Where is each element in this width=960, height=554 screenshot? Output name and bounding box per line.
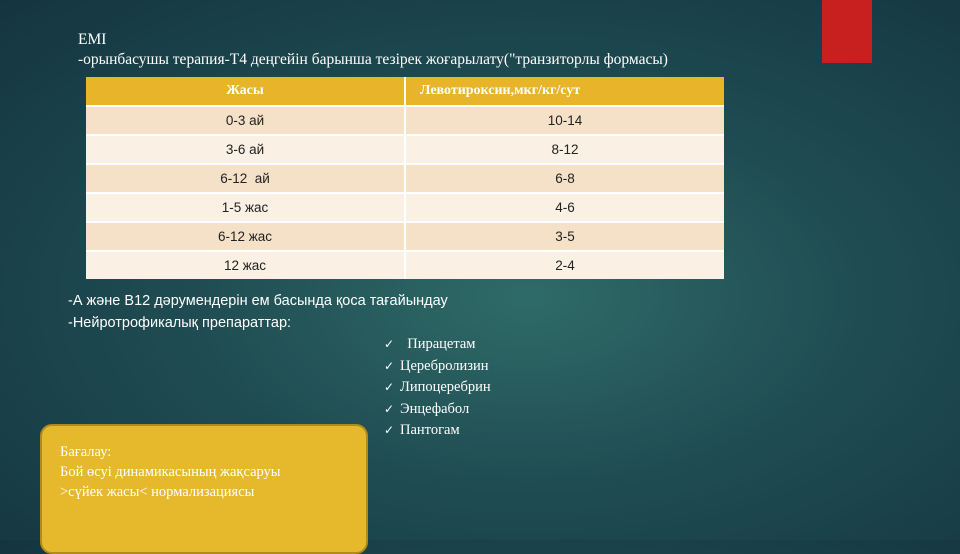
table-row bbox=[86, 193, 724, 222]
heading-title: ЕМІ bbox=[78, 31, 107, 48]
header-age: Жасы bbox=[86, 77, 405, 106]
list-item bbox=[384, 377, 491, 399]
list-item bbox=[384, 334, 491, 356]
check-icon: ✓ bbox=[384, 358, 395, 373]
evaluation-box bbox=[40, 424, 368, 554]
check-icon: ✓ bbox=[384, 380, 395, 394]
evaluation-growth: Бой өсуі динамикасының жақсаруы bbox=[60, 464, 281, 480]
check-icon: ✓ bbox=[384, 337, 395, 351]
drug-list bbox=[384, 334, 491, 442]
cell-age: 0-3 ай bbox=[86, 106, 405, 135]
drug-name: Церебролизин bbox=[400, 357, 489, 374]
heading-subtitle: -орынбасушы терапия-Т4 деңгейін барынша тезірек жоғарылату("транзиторлы формасы) bbox=[78, 51, 668, 68]
check-icon: ✓ bbox=[384, 401, 395, 416]
list-item bbox=[384, 356, 491, 378]
treatment-notes bbox=[68, 290, 448, 334]
cell-age: 6-12 ай bbox=[86, 164, 405, 193]
cell-dose: 6-8 bbox=[405, 164, 724, 193]
table-row bbox=[86, 164, 724, 193]
drug-name: Пантогам bbox=[400, 422, 460, 438]
cell-dose: 10-14 bbox=[405, 106, 724, 135]
table-row bbox=[86, 106, 724, 135]
check-icon: ✓ bbox=[384, 423, 395, 437]
heading bbox=[78, 30, 838, 70]
table-row bbox=[86, 222, 724, 251]
drug-name: Пирацетам bbox=[400, 336, 476, 352]
cell-age: 6-12 жас bbox=[86, 222, 405, 251]
evaluation-title: Бағалау: bbox=[60, 444, 112, 460]
cell-dose: 3-5 bbox=[405, 222, 724, 251]
list-item bbox=[384, 420, 491, 442]
cell-dose: 4-6 bbox=[405, 193, 724, 222]
note-neurotrophic: -Нейротрофикалық препараттар: bbox=[68, 315, 292, 331]
drug-name: Липоцеребрин bbox=[400, 379, 491, 395]
cell-dose: 8-12 bbox=[405, 135, 724, 164]
table-row bbox=[86, 251, 724, 279]
header-dose: Левотироксин,мкг/кг/сут bbox=[405, 77, 724, 106]
cell-age: 3-6 ай bbox=[86, 135, 405, 164]
table-header-row bbox=[86, 77, 724, 106]
list-item bbox=[384, 399, 491, 421]
dosage-table bbox=[86, 77, 724, 279]
cell-dose: 2-4 bbox=[405, 251, 724, 279]
note-vitamins: -А және В12 дәрумендерін ем басында қоса тағайындау bbox=[68, 293, 448, 309]
evaluation-bone-age: >сүйек жасы< нормализациясы bbox=[60, 484, 255, 500]
cell-age: 1-5 жас bbox=[86, 193, 405, 222]
cell-age: 12 жас bbox=[86, 251, 405, 279]
table-row bbox=[86, 135, 724, 164]
drug-name: Энцефабол bbox=[400, 400, 470, 417]
